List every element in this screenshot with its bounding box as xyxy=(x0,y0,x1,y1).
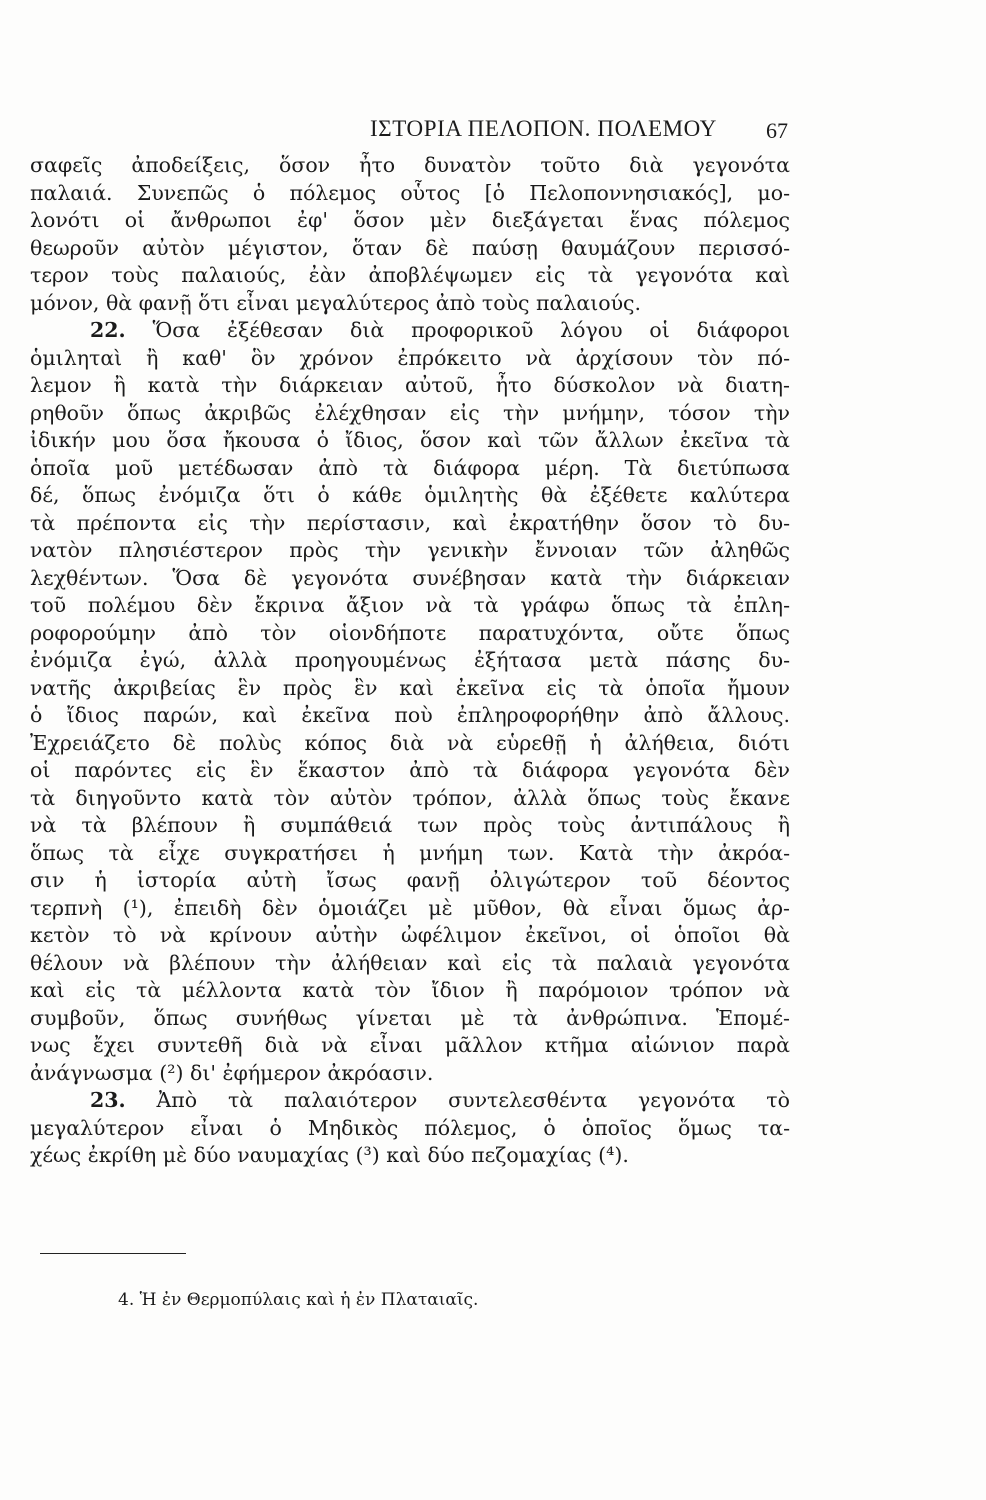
text-line: ρηθοῦν ὅπως ἀκριβῶς ἐλέχθησαν εἰς τὴν μνήμην, τόσον τὴν xyxy=(30,400,790,425)
text-line: νατῆς ἀκριβείας ἓν πρὸς ἓν καὶ ἐκεῖνα εἰς τὰ ὁποῖα ἤμουν xyxy=(30,675,790,700)
text-line: ὁμιληταὶ ἢ καθ' ὃν χρόνον ἐπρόκειτο νὰ ἀρχίσουν τὸν πό- xyxy=(30,345,790,370)
text-line: ἐνόμιζα ἐγώ, ἀλλὰ προηγουμένως ἐξήτασα μετὰ πάσης δυ- xyxy=(30,648,790,672)
text-line: μεγαλύτερον εἶναι ὁ Μηδικὸς πόλεμος, ὁ ὁποῖος ὅμως τα- xyxy=(30,1115,790,1140)
text-line: Ἐχρειάζετο δὲ πολὺς κόπος διὰ νὰ εὑρεθῇ ἡ ἀλήθεια, διότι xyxy=(30,730,790,755)
text-line: ὅπως τὰ εἶχε συγκρατήσει ἡ μνήμη των. Κατὰ τὴν ἀκρόα- xyxy=(30,840,790,865)
footnote: 4. Ἡ ἐν Θερμοπύλαις καὶ ἡ ἐν Πλαταιαῖς. xyxy=(118,1290,479,1310)
text-line: παλαιά. Συνεπῶς ὁ πόλεμος οὗτος [ὁ Πελοποννησιακός], μο- xyxy=(30,180,790,205)
text-line: κετὸν τὸ νὰ κρίνουν αὐτὴν ὠφέλιμον ἐκεῖνοι, οἱ ὁποῖοι θὰ xyxy=(30,923,790,947)
text-line: νατὸν πλησιέστερον πρὸς τὴν γενικὴν ἔννοιαν τῶν ἀληθῶς xyxy=(30,538,790,562)
text-line: τὰ διηγοῦντο κατὰ τὸν αὐτὸν τρόπον, ἀλλὰ ὅπως τοὺς ἔκανε xyxy=(30,785,790,810)
text-line: μόνον, θὰ φανῇ ὅτι εἶναι μεγαλύτερος ἀπὸ τοὺς παλαιούς. xyxy=(30,290,642,315)
footnote-divider xyxy=(40,1253,186,1254)
text-line: ἰδικήν μου ὅσα ἤκουσα ὁ ἴδιος, ὅσον καὶ τῶν ἄλλων ἐκεῖνα τὰ xyxy=(30,428,790,452)
text-line: λονότι οἱ ἄνθρωποι ἐφ' ὅσον μὲν διεξάγεται ἕνας πόλεμος xyxy=(30,208,790,232)
body-text xyxy=(30,152,790,1170)
page-number: 67 xyxy=(766,118,788,143)
text-line: θέλουν νὰ βλέπουν τὴν ἀλήθειαν καὶ εἰς τὰ παλαιὰ γεγονότα xyxy=(30,950,790,975)
text-line: χέως ἐκρίθη μὲ δύο ναυμαχίας (³) καὶ δύο πεζομαχίας (⁴). xyxy=(30,1143,629,1167)
text-line: θεωροῦν αὐτὸν μέγιστον, ὅταν δὲ παύσῃ θαυμάζουν περισσό- xyxy=(30,235,790,260)
text-line: καὶ εἰς τὰ μέλλοντα κατὰ τὸν ἴδιον ἢ παρόμοιον τρόπον νὰ xyxy=(30,978,790,1002)
section-number-22: 22. xyxy=(90,318,126,342)
text-line: τὰ πρέποντα εἰς τὴν περίστασιν, καὶ ἐκρατήθην ὅσον τὸ δυ- xyxy=(30,510,790,535)
text-line: τερον τοὺς παλαιούς, ἐὰν ἀποβλέψωμεν εἰς τὰ γεγονότα καὶ xyxy=(30,263,790,287)
section-22-lead-text: Ὅσα ἐξέθεσαν διὰ προφορικοῦ λόγου οἱ διάφοροι xyxy=(152,318,790,342)
text-line: τοῦ πολέμου δὲν ἔκρινα ἄξιον νὰ τὰ γράφω ὅπως τὰ ἐπλη- xyxy=(30,593,790,617)
text-line: δέ, ὅπως ἐνόμιζα ὅτι ὁ κάθε ὁμιλητὴς θὰ ἐξέθετε καλύτερα xyxy=(30,483,790,507)
running-title: ΙΣΤΟΡΙΑ ΠΕΛΟΠΟΝ. ΠΟΛΕΜΟΥ xyxy=(370,116,717,141)
section-23-lead-text: Ἀπὸ τὰ παλαιότερον συντελεσθέντα γεγονότα τὸ xyxy=(156,1088,790,1112)
text-line: τερπνὴ (¹), ἐπειδὴ δὲν ὁμοιάζει μὲ μῦθον, θὰ εἶναι ὅμως ἀρ- xyxy=(30,895,790,920)
text-line: λεμον ἢ κατὰ τὴν διάρκειαν αὐτοῦ, ἦτο δύσκολον νὰ διατη- xyxy=(30,373,790,397)
text-line: ἀνάγνωσμα (²) δι' ἐφήμερον ἀκρόασιν. xyxy=(30,1060,434,1085)
running-head xyxy=(0,116,986,146)
text-line: νως ἔχει συντεθῆ διὰ νὰ εἶναι μᾶλλον κτῆμα αἰώνιον παρὰ xyxy=(30,1033,790,1057)
text-line: λεχθέντων. Ὅσα δὲ γεγονότα συνέβησαν κατὰ τὴν διάρκειαν xyxy=(30,565,790,590)
section-23-first-line xyxy=(30,1087,790,1115)
text-line: ὁποῖα μοῦ μετέδωσαν ἀπὸ τὰ διάφορα μέρη. Τὰ διετύπωσα xyxy=(30,455,790,480)
text-line: συμβοῦν, ὅπως συνήθως γίνεται μὲ τὰ ἀνθρώπινα. Ἑπομέ- xyxy=(30,1005,790,1030)
text-line: νὰ τὰ βλέπουν ἢ συμπάθειά των πρὸς τοὺς ἀντιπάλους ἢ xyxy=(30,813,790,837)
section-22-first-line xyxy=(30,317,790,345)
text-line: οἱ παρόντες εἰς ἓν ἕκαστον ἀπὸ τὰ διάφορα γεγονότα δὲν xyxy=(30,758,790,782)
text-line: ὁ ἴδιος παρών, καὶ ἐκεῖνα ποὺ ἐπληροφορήθην ἀπὸ ἄλλους. xyxy=(30,703,790,727)
text-line: σαφεῖς ἀποδείξεις, ὅσον ἦτο δυνατὸν τοῦτο διὰ γεγονότα xyxy=(30,153,790,177)
section-number-23: 23. xyxy=(90,1088,126,1112)
text-line: ροφορούμην ἀπὸ τὸν οἱονδήποτε παρατυχόντα, οὔτε ὅπως xyxy=(30,620,790,645)
text-line: σιν ἡ ἱστορία αὐτὴ ἴσως φανῇ ὀλιγώτερον τοῦ δέοντος xyxy=(30,868,790,892)
